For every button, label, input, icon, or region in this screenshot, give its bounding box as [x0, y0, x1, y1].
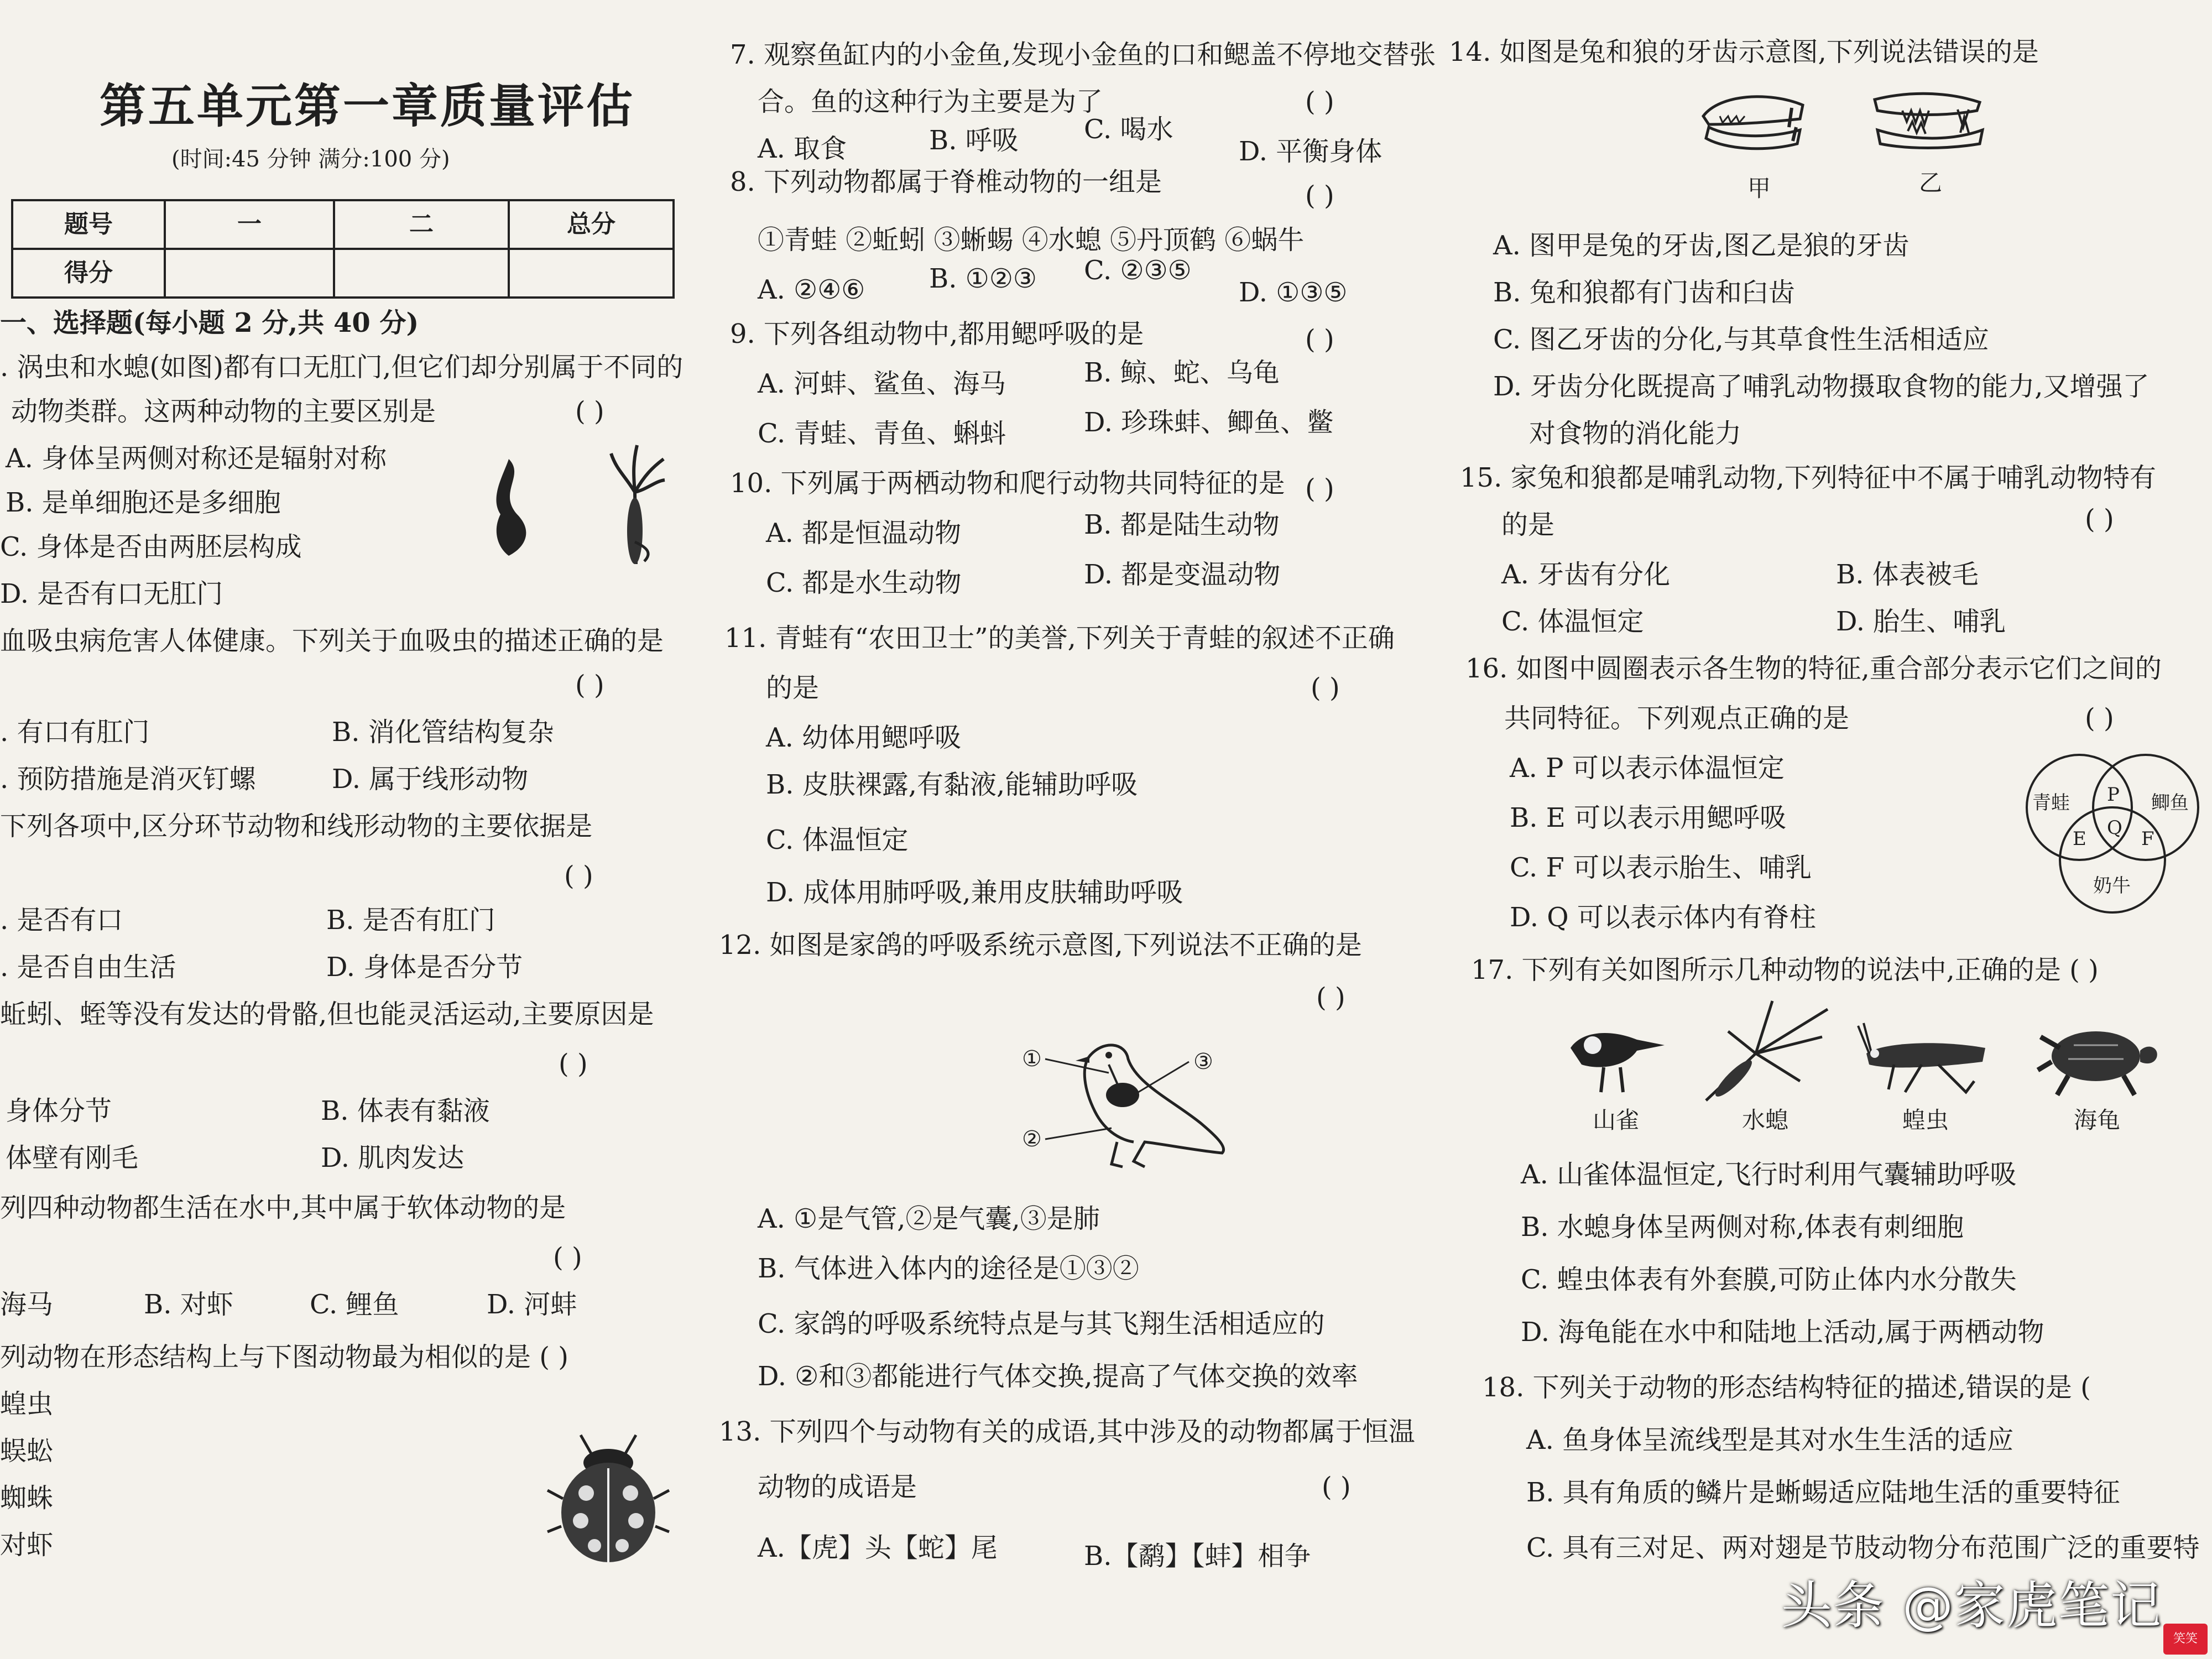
q1-option-c: C. 身体是否由两胚层构成: [0, 531, 302, 562]
answer-paren[interactable]: ( ): [564, 860, 593, 891]
q3-option-d: D. 身体是否分节: [326, 952, 523, 983]
q17-stem: 17. 下列有关如图所示几种动物的说法中,正确的是 ( ): [1471, 954, 2099, 985]
figure-label-1: ①: [1022, 1046, 1042, 1072]
answer-paren[interactable]: ( ): [559, 1048, 588, 1079]
q11-stem: 11. 青蛙有“农田卫士”的美誉,下列关于青蛙的叙述不正确: [724, 623, 1395, 654]
animal-label-turtle: 海龟: [2074, 1107, 2121, 1134]
locust-figure: [1855, 1015, 1994, 1098]
q14-option-d-cont: 对食物的消化能力: [1529, 418, 1742, 449]
q14-option-d: D. 牙齿分化既提高了哺乳动物摄取食物的能力,又增强了: [1493, 371, 2150, 402]
q1-stem: . 涡虫和水螅(如图)都有口无肛门,但它们却分别属于不同的: [0, 352, 684, 383]
q8-stem: 8. 下列动物都属于脊椎动物的一组是: [730, 166, 1162, 197]
q15-option-b: B. 体表被毛: [1836, 559, 1979, 590]
q4-stem: 蚯蚓、蛭等没有发达的骨骼,但也能灵活运动,主要原因是: [0, 999, 654, 1030]
venn-label-e: E: [2073, 828, 2086, 850]
q4-option-c: 体壁有刚毛: [6, 1142, 139, 1173]
venn-label-cow: 奶牛: [2093, 875, 2131, 897]
q2-option-c: . 预防措施是消灭钉螺: [0, 764, 256, 795]
answer-paren[interactable]: ( ): [1316, 982, 1345, 1013]
q8-option-b: B. ①②③: [929, 263, 1037, 294]
q17-option-b: B. 水螅身体呈两侧对称,体表有刺细胞: [1521, 1212, 1964, 1243]
tit-bird-figure: [1559, 1015, 1670, 1098]
q1-option-d: D. 是否有口无肛门: [0, 578, 223, 609]
ladybug-figure: [547, 1432, 669, 1565]
figure-label-2: ②: [1022, 1126, 1042, 1152]
q18-option-a: A. 鱼身体呈流线型是其对水生生活的适应: [1526, 1425, 2014, 1455]
answer-paren[interactable]: ( ): [1305, 86, 1334, 117]
q14-stem: 14. 如图是兔和狼的牙齿示意图,下列说法错误的是: [1449, 36, 2039, 67]
q16-option-d: D. Q 可以表示体内有脊柱: [1510, 902, 1816, 933]
q13-stem-2: 动物的成语是: [758, 1472, 917, 1503]
hydra-figure: [603, 442, 669, 570]
q9-option-c: C. 青蛙、青鱼、蝌蚪: [758, 418, 1006, 449]
q11-option-d: D. 成体用肺呼吸,兼用皮肤辅助呼吸: [766, 877, 1183, 908]
q10-option-c: C. 都是水生动物: [766, 567, 962, 598]
q5-option-c: C. 鲤鱼: [310, 1289, 399, 1320]
answer-paren[interactable]: ( ): [1305, 180, 1334, 211]
venn-label-q: Q: [2107, 817, 2122, 839]
column-2: [719, 0, 1438, 1615]
q2-option-d: D. 属于线形动物: [332, 764, 529, 795]
q9-option-d: D. 珍珠蚌、鲫鱼、鳖: [1084, 407, 1334, 438]
q5-option-a: 海马: [0, 1289, 54, 1320]
q2-option-a: . 有口有肛门: [0, 717, 150, 748]
q18-stem: 18. 下列关于动物的形态结构特征的描述,错误的是 (: [1482, 1372, 2091, 1403]
wolf-teeth-figure: [1869, 77, 1991, 155]
q4-option-b: B. 体表有黏液: [321, 1095, 490, 1126]
q7-stem-2: 合。鱼的这种行为主要是为了: [758, 86, 1103, 117]
q8-option-d: D. ①③⑤: [1239, 277, 1348, 308]
flatworm-figure: [487, 453, 547, 559]
q4-option-a: 身体分节: [6, 1095, 112, 1126]
q8-items: ①青蛙 ②蚯蚓 ③蜥蜴 ④水螅 ⑤丹顶鹤 ⑥蜗牛: [758, 225, 1305, 255]
score-cell: [334, 249, 509, 298]
q11-option-b: B. 皮肤裸露,有黏液,能辅助呼吸: [766, 769, 1138, 800]
q2-stem: 血吸虫病危害人体健康。下列关于血吸虫的描述正确的是: [0, 625, 664, 656]
q3-option-a: . 是否有口: [0, 905, 123, 936]
q6-stem: 列动物在形态结构上与下图动物最为相似的是 ( ): [0, 1342, 568, 1373]
answer-paren[interactable]: ( ): [1322, 1472, 1351, 1503]
q11-option-a: A. 幼体用鳃呼吸: [766, 722, 962, 753]
column-1: [0, 0, 697, 1615]
answer-paren[interactable]: ( ): [575, 396, 604, 427]
animal-label-tit: 山雀: [1593, 1107, 1640, 1134]
q14-option-a: A. 图甲是兔的牙齿,图乙是狼的牙齿: [1493, 230, 1910, 261]
q16-stem: 16. 如图中圆圈表示各生物的特征,重合部分表示它们之间的: [1465, 653, 2162, 684]
answer-paren[interactable]: ( ): [1305, 473, 1334, 504]
q15-stem: 15. 家兔和狼都是哺乳动物,下列特征中不属于哺乳动物特有: [1460, 462, 2156, 493]
score-header-part1: 一: [165, 200, 334, 249]
animal-label-locust: 蝗虫: [1902, 1107, 1949, 1134]
q8-option-c: C. ②③⑤: [1084, 255, 1192, 286]
q16-option-a: A. P 可以表示体温恒定: [1510, 753, 1785, 784]
q1-option-a: A. 身体呈两侧对称还是辐射对称: [6, 443, 387, 474]
q15-option-a: A. 牙齿有分化: [1501, 559, 1671, 590]
q13-option-b: B.【鹬】【蚌】相争: [1084, 1541, 1311, 1572]
q12-option-b: B. 气体进入体内的途径是①③②: [758, 1253, 1139, 1284]
q5-stem: 列四种动物都生活在水中,其中属于软体动物的是: [0, 1192, 566, 1223]
q12-option-a: A. ①是气管,②是气囊,③是肺: [758, 1203, 1100, 1234]
q2-option-b: B. 消化管结构复杂: [332, 717, 554, 748]
q4-option-d: D. 肌肉发达: [321, 1142, 465, 1173]
figure-label-3: ③: [1193, 1049, 1213, 1074]
q6-option-b: 蜈蚣: [0, 1436, 54, 1467]
sea-turtle-figure: [2035, 1018, 2162, 1100]
q12-stem: 12. 如图是家鸽的呼吸系统示意图,下列说法不正确的是: [719, 930, 1362, 961]
q15-option-c: C. 体温恒定: [1501, 606, 1644, 637]
q9-option-a: A. 河蚌、鲨鱼、海马: [758, 368, 1006, 399]
venn-label-frog: 青蛙: [2032, 792, 2070, 814]
corner-logo: 笑笑: [2163, 1624, 2208, 1655]
answer-paren[interactable]: ( ): [553, 1242, 582, 1273]
q9-stem: 9. 下列各组动物中,都用鳃呼吸的是: [730, 319, 1144, 349]
q7-option-c: C. 喝水: [1084, 114, 1173, 145]
q3-stem: 下列各项中,区分环节动物和线形动物的主要依据是: [0, 811, 593, 842]
figure-label-a: 甲: [1747, 175, 1771, 202]
figure-label-b: 乙: [1919, 169, 1943, 196]
q8-option-a: A. ②④⑥: [758, 274, 865, 305]
page-subtitle: (时间:45 分钟 满分:100 分): [171, 147, 450, 172]
q7-option-b: B. 呼吸: [929, 125, 1019, 156]
q11-option-c: C. 体温恒定: [766, 825, 909, 855]
q1-stem-2: 动物类群。这两种动物的主要区别是: [11, 396, 436, 427]
q15-option-d: D. 胎生、哺乳: [1836, 606, 2006, 637]
answer-paren[interactable]: ( ): [1311, 672, 1340, 703]
q12-option-c: C. 家鸽的呼吸系统特点是与其飞翔生活相适应的: [758, 1308, 1325, 1339]
q1-option-b: B. 是单细胞还是多细胞: [6, 487, 281, 518]
q17-option-c: C. 蝗虫体表有外套膜,可防止体内水分散失: [1521, 1264, 2017, 1295]
q16-option-b: B. E 可以表示用鳃呼吸: [1510, 802, 1787, 833]
q15-stem-2: 的是: [1501, 509, 1555, 540]
column-3: [1449, 0, 2212, 1615]
q17-option-a: A. 山雀体温恒定,飞行时利用气囊辅助呼吸: [1521, 1159, 2017, 1190]
q10-option-a: A. 都是恒温动物: [766, 518, 962, 549]
q16-option-c: C. F 可以表示胎生、哺乳: [1510, 852, 1812, 883]
q6-option-d: 对虾: [0, 1530, 54, 1561]
score-cell: [165, 249, 334, 298]
q6-option-c: 蜘蛛: [0, 1483, 54, 1514]
q18-option-c: C. 具有三对足、两对翅是节肢动物分布范围广泛的重要特: [1526, 1532, 2200, 1563]
answer-paren[interactable]: ( ): [2085, 703, 2114, 734]
answer-paren[interactable]: ( ): [2085, 504, 2114, 535]
q10-option-b: B. 都是陆生动物: [1084, 509, 1280, 540]
score-header-part2: 二: [334, 200, 509, 249]
page-title: 第五单元第一章质量评估: [100, 79, 635, 133]
score-row-label: 得分: [12, 249, 165, 298]
q14-option-c: C. 图乙牙齿的分化,与其草食性生活相适应: [1493, 324, 1989, 355]
q3-option-c: . 是否自由生活: [0, 952, 176, 983]
q17-option-d: D. 海龟能在水中和陆地上活动,属于两栖动物: [1521, 1317, 2044, 1348]
q5-option-b: B. 对虾: [144, 1289, 233, 1320]
hydra-small-figure: [1695, 998, 1833, 1103]
answer-paren[interactable]: ( ): [1305, 324, 1334, 355]
q7-option-a: A. 取食: [758, 133, 847, 164]
q18-option-b: B. 具有角质的鳞片是蜥蜴适应陆地生活的重要特征: [1526, 1477, 2120, 1508]
venn-label-carp: 鲫鱼: [2151, 792, 2189, 814]
venn-label-f: F: [2141, 828, 2154, 850]
q5-option-d: D. 河蚌: [487, 1289, 577, 1320]
q16-stem-2: 共同特征。下列观点正确的是: [1504, 703, 1850, 734]
score-cell: [509, 249, 674, 298]
score-header-qnum: 题号: [12, 200, 165, 249]
animal-label-hydra: 水螅: [1742, 1107, 1789, 1134]
q14-option-b: B. 兔和狼都有门齿和臼齿: [1493, 277, 1795, 308]
q3-option-b: B. 是否有肛门: [326, 905, 495, 936]
q6-option-a: 蝗虫: [0, 1389, 54, 1420]
q7-stem: 7. 观察鱼缸内的小金鱼,发现小金鱼的口和鳃盖不停地交替张: [730, 39, 1436, 70]
score-table: [11, 199, 675, 299]
answer-paren[interactable]: ( ): [575, 670, 604, 701]
score-header-total: 总分: [509, 200, 674, 249]
source-watermark: 头条 @家虎笔记: [1781, 1576, 2162, 1635]
venn-label-p: P: [2107, 784, 2120, 806]
q13-stem: 13. 下列四个与动物有关的成语,其中涉及的动物都属于恒温: [719, 1416, 1415, 1447]
q9-option-b: B. 鲸、蛇、乌龟: [1084, 357, 1280, 388]
q7-option-d: D. 平衡身体: [1239, 136, 1383, 167]
q11-stem-2: 的是: [766, 672, 820, 703]
q13-option-a: A.【虎】头【蛇】尾: [758, 1532, 998, 1563]
q12-option-d: D. ②和③都能进行气体交换,提高了气体交换的效率: [758, 1361, 1358, 1392]
rabbit-teeth-figure: [1698, 83, 1814, 160]
section-heading: 一、选择题(每小题 2 分,共 40 分): [0, 307, 419, 338]
q10-stem: 10. 下列属于两栖动物和爬行动物共同特征的是: [730, 468, 1285, 499]
q10-option-d: D. 都是变温动物: [1084, 559, 1281, 590]
